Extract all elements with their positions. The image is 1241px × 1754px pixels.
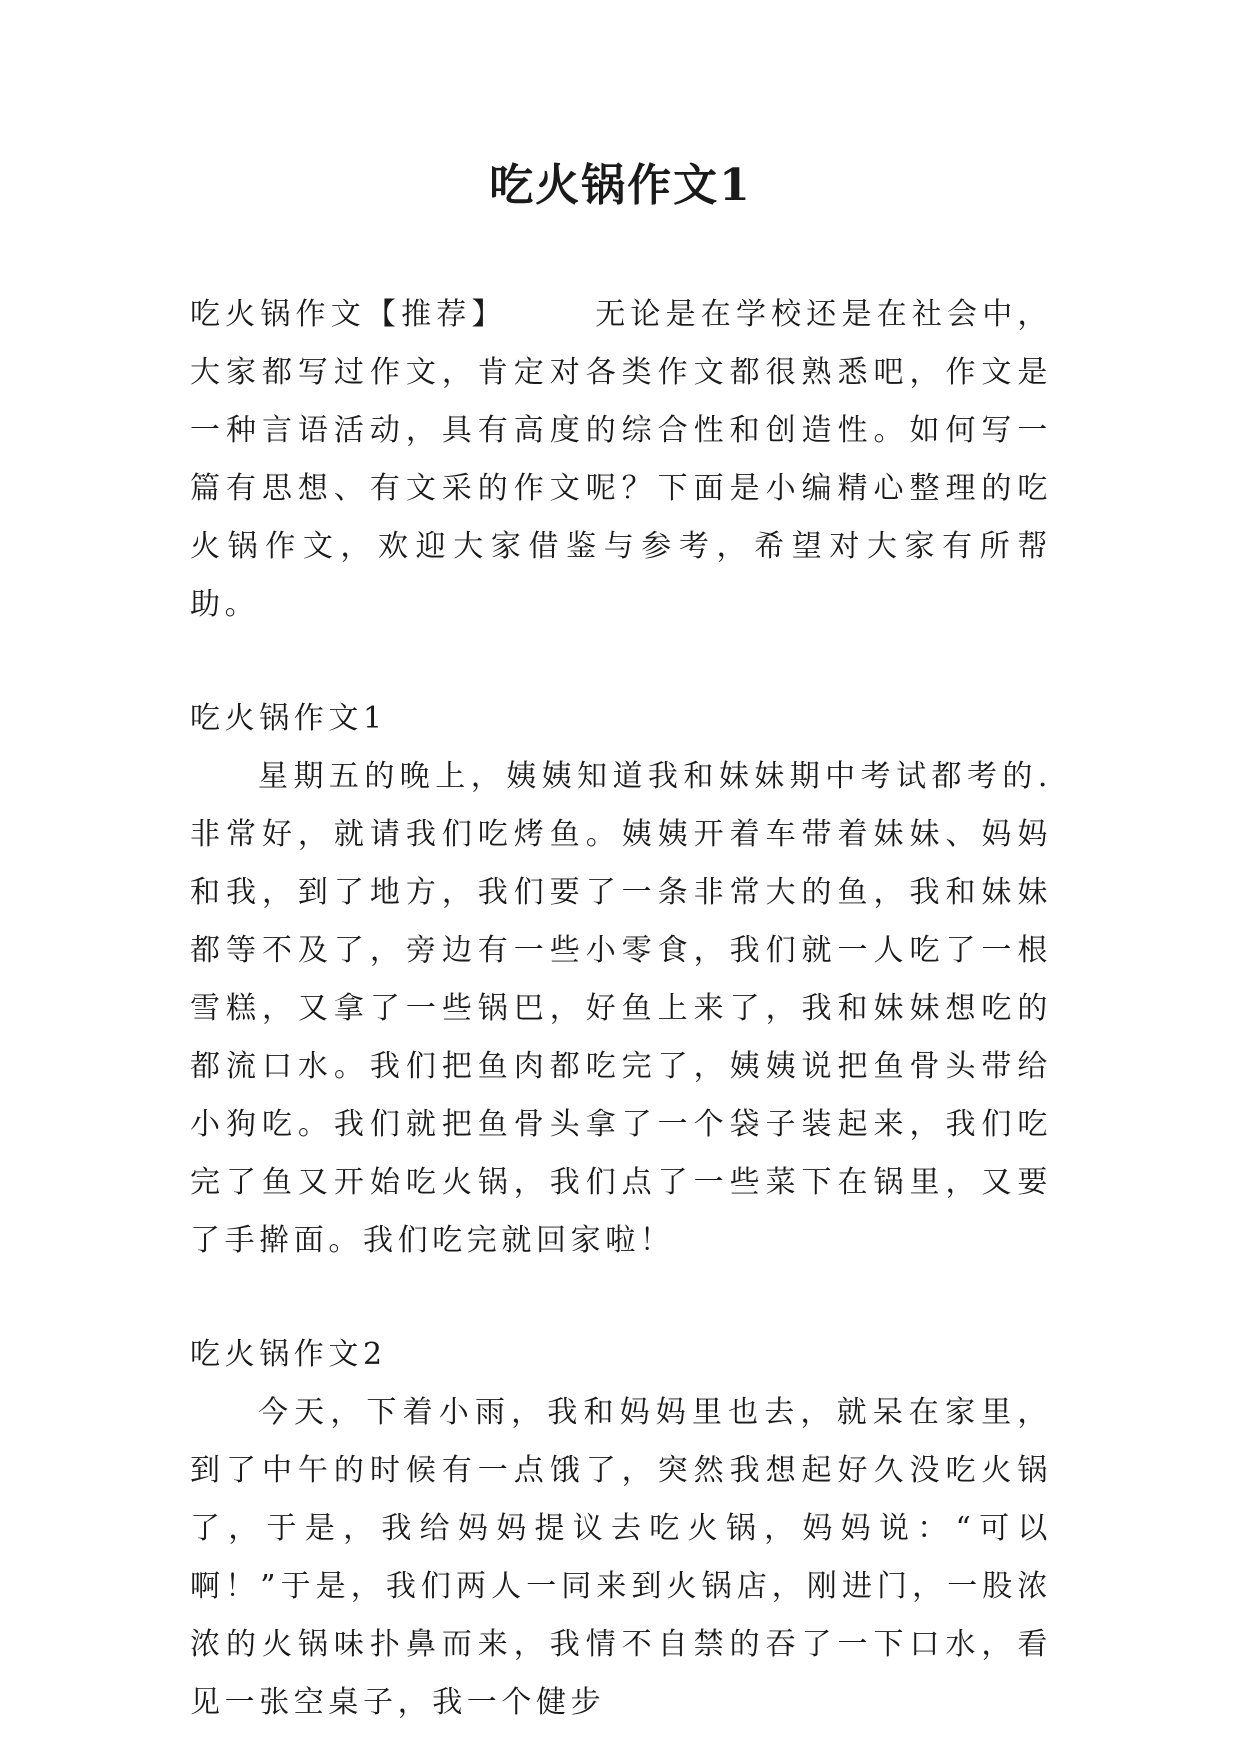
intro-heading: 吃火锅作文【推荐】 xyxy=(190,297,507,332)
section-1-paragraph: 星期五的晚上，姨姨知道我和妹妹期中考试都考的.非常好，就请我们吃烤鱼。姨姨开着车带着妹妹、妈妈和我，到了地方，我们要了一条非常大的鱼，我和妹妹都等不及了，旁边有一些小零食，我们就一人吃了一根雪糕，又拿了一些锅巴，好鱼上来了，我和妹妹想吃的都流口水。我们把鱼肉都吃完了，姨姨说把鱼骨头带给小狗吃。我们就把鱼骨头拿了一个袋子装起来，我们吃完了鱼又开始吃火锅，我们点了一些菜下在锅里，又要了手擀面。我们吃完就回家啦！ xyxy=(190,759,1052,1258)
section-2-paragraph: 今天，下着小雨，我和妈妈里也去，就呆在家里，到了中午的时候有一点饿了，突然我想起好久没吃火锅了，于是，我给妈妈提议去吃火锅，妈妈说：“可以啊！”于是，我们两人一同来到火锅店，刚进门，一股浓浓的火锅味扑鼻而来，我情不自禁的吞了一下口水，看见一张空桌子，我一个健步 xyxy=(190,1395,1052,1720)
document-body xyxy=(190,286,1052,1732)
spacer xyxy=(190,1270,1052,1326)
spacer xyxy=(190,634,1052,690)
section-heading-2: 吃火锅作文2 xyxy=(190,1337,387,1372)
section-heading-1: 吃火锅作文1 xyxy=(190,701,387,736)
intro-paragraph xyxy=(190,286,1052,634)
document-title: 吃火锅作文1 xyxy=(489,160,752,211)
intro-text: 无论是在学校还是在社会中，大家都写过作文，肯定对各类作文都很熟悉吧，作文是一种言语活动，具有高度的综合性和创造性。如何写一篇有思想、有文采的作文呢？下面是小编精心整理的吃火锅作文，欢迎大家借鉴与参考，希望对大家有所帮助。 xyxy=(190,297,1052,622)
